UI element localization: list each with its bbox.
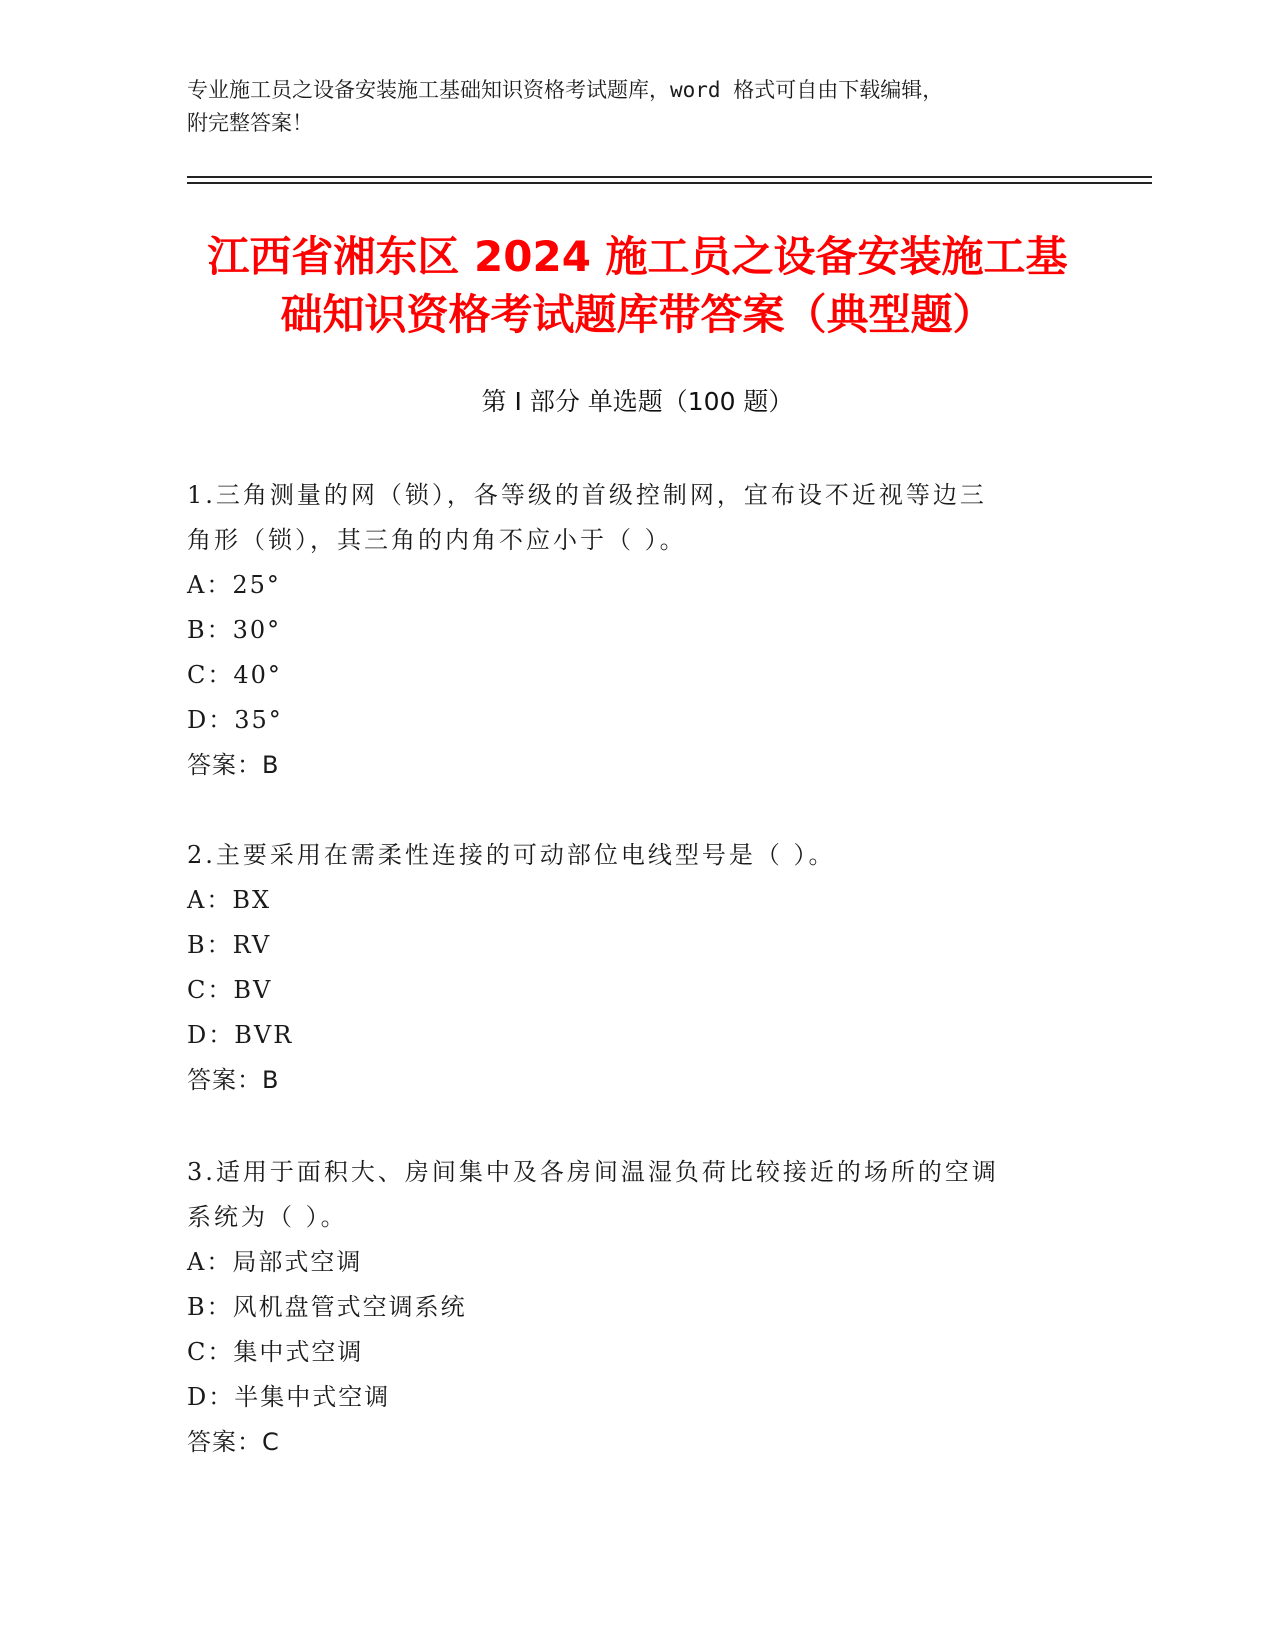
option-d: D：半集中式空调: [187, 1383, 391, 1411]
option-b: B：30°: [187, 616, 282, 644]
answer-line: 答案：B: [187, 1066, 280, 1094]
option-a: A：25°: [187, 571, 281, 599]
header-divider-top: [187, 176, 1152, 178]
answer-line: 答案：C: [187, 1428, 280, 1456]
option-c: C：集中式空调: [187, 1338, 364, 1366]
header-note: [187, 74, 1087, 140]
option-d: D：BVR: [187, 1021, 294, 1049]
option-a: A：局部式空调: [187, 1248, 363, 1276]
header-note-line-1: 专业施工员之设备安装施工基础知识资格考试题库，word 格式可自由下载编辑，: [187, 78, 944, 102]
section-title: 第 I 部分 单选题（100 题）: [481, 387, 794, 416]
document-title-line-2: 础知识资格考试题库带答案（典型题）: [280, 290, 995, 339]
option-b: B：风机盘管式空调系统: [187, 1293, 467, 1321]
header-divider-bottom: [187, 182, 1152, 184]
document-title-line-1: 江西省湘东区 2024 施工员之设备安装施工基: [207, 232, 1068, 281]
question-stem: [187, 1150, 1087, 1240]
question-stem-line-2: 系统为（ ）。: [187, 1203, 348, 1231]
option-d: D：35°: [187, 706, 283, 734]
option-b: B：RV: [187, 931, 272, 959]
option-c: C：40°: [187, 661, 282, 689]
question-stem-line-1: 2.主要采用在需柔性连接的可动部位电线型号是（ ）。: [187, 841, 836, 869]
question-stem-line-1: 1.三角测量的网（锁），各等级的首级控制网，宜布设不近视等边三: [187, 481, 987, 509]
option-a: A：BX: [187, 886, 272, 914]
document-title: [120, 228, 1155, 344]
question-stem-line-2: 角形（锁），其三角的内角不应小于（ ）。: [187, 526, 687, 554]
answer-line: 答案：B: [187, 751, 280, 779]
header-note-line-2: 附完整答案！: [187, 111, 313, 135]
question-3: [187, 1150, 1087, 1465]
question-2: [187, 833, 1087, 1103]
question-1: [187, 473, 1087, 788]
question-stem: [187, 833, 1087, 878]
question-stem-line-1: 3.适用于面积大、房间集中及各房间温湿负荷比较接近的场所的空调: [187, 1158, 999, 1186]
option-c: C：BV: [187, 976, 273, 1004]
question-stem: [187, 473, 1087, 563]
